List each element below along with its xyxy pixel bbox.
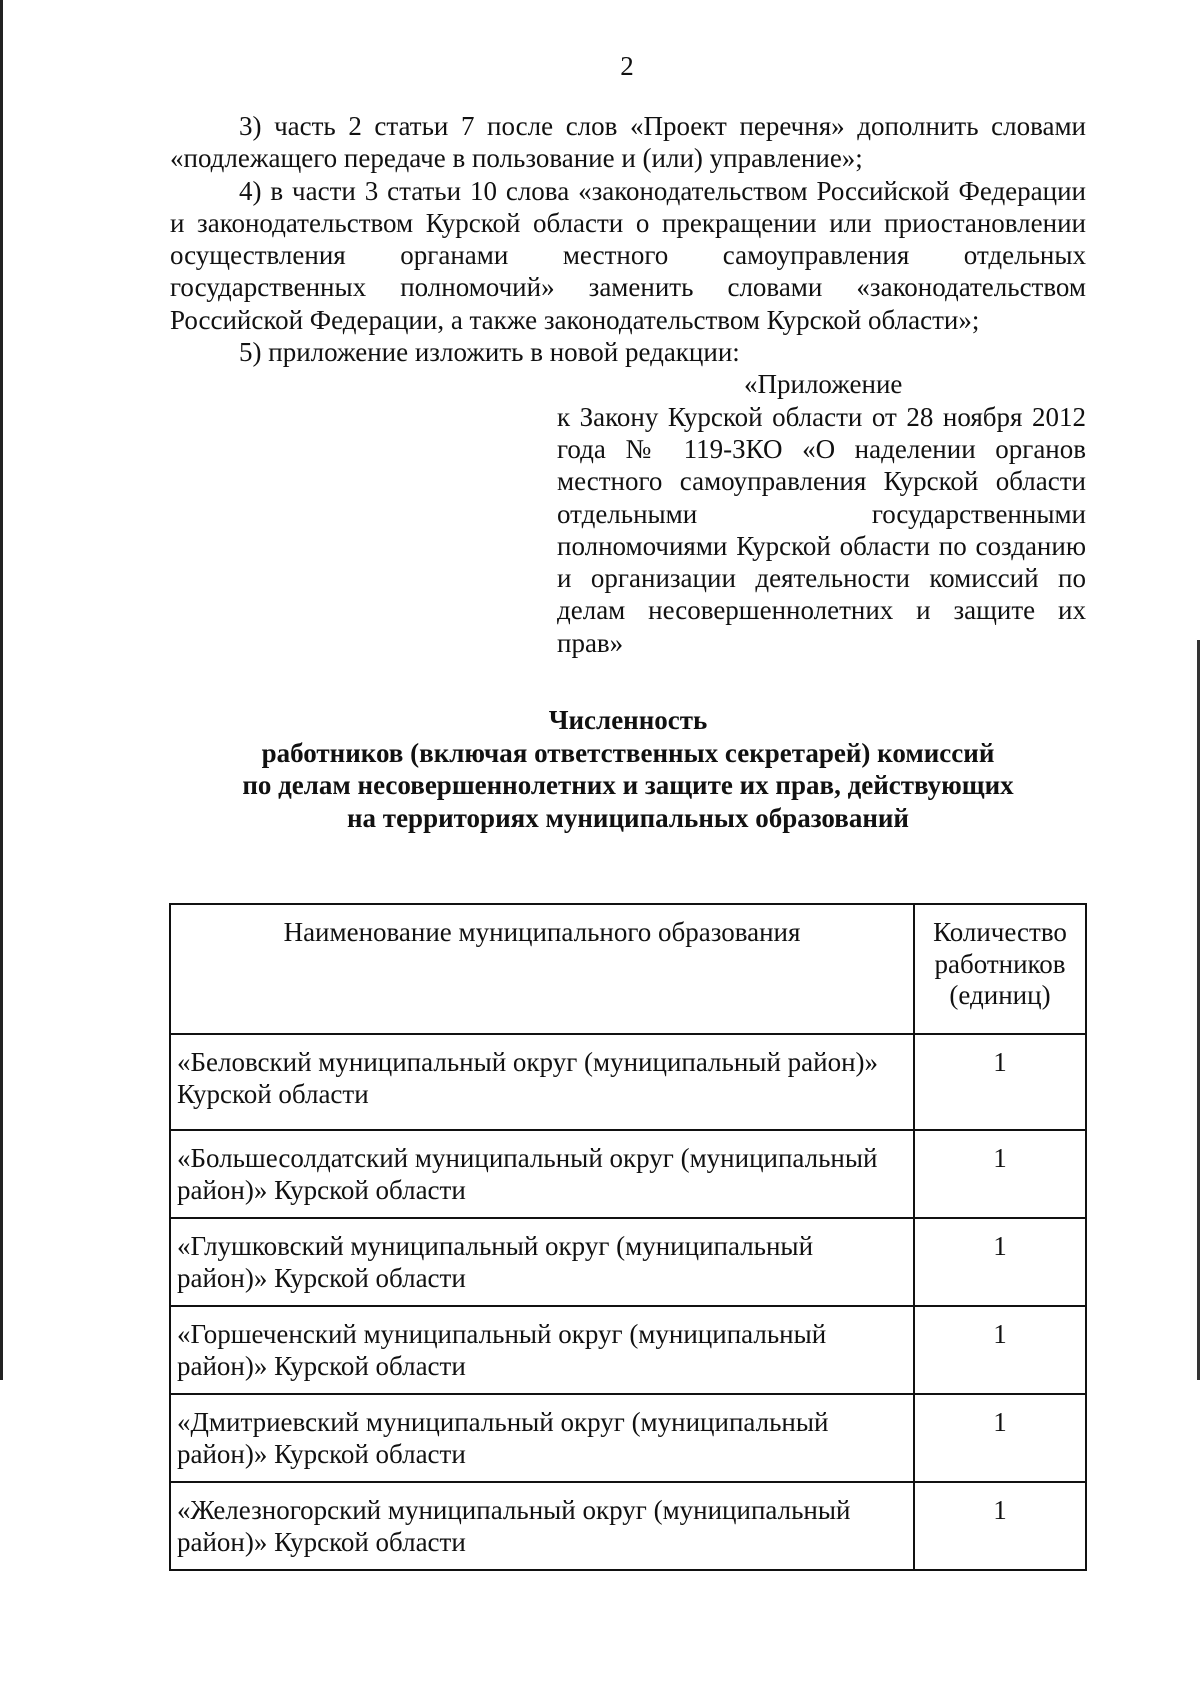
table-row <box>170 1482 1086 1570</box>
table-row <box>170 1394 1086 1482</box>
staff-count: 1 <box>914 1130 1086 1218</box>
staff-count: 1 <box>914 1306 1086 1394</box>
amendment-4: 4) в части 3 статьи 10 слова «законодательством Российской Федерации и законодательством Курской области о прекращении или приостановлении осуществления органами местного самоуправления отдельных государственных полномочий» заменить словами «законодательством Российской Федерации, а также законодательством Курской области»; <box>170 175 1086 335</box>
municipality-name: «Большесолдатский муниципальный округ (муниципальный район)» Курской области <box>170 1130 914 1218</box>
staff-count: 1 <box>914 1034 1086 1130</box>
header-count: Количество работников (единиц) <box>914 904 1086 1034</box>
amendment-5: 5) приложение изложить в новой редакции: <box>239 337 740 368</box>
heading-line-4: на территориях муниципальных образований <box>347 802 909 833</box>
section-heading <box>170 704 1086 834</box>
scan-edge-left <box>0 0 3 1380</box>
municipality-name: «Горшеченский муниципальный округ (муниципальный район)» Курской области <box>170 1306 914 1394</box>
municipality-name: «Беловский муниципальный округ (муниципальный район)» Курской области <box>170 1034 914 1130</box>
table-row <box>170 1034 1086 1130</box>
staff-count: 1 <box>914 1218 1086 1306</box>
staff-count: 1 <box>914 1482 1086 1570</box>
heading-line-2: работников (включая ответственных секретарей) комиссий <box>261 737 995 768</box>
staff-count: 1 <box>914 1394 1086 1482</box>
appendix-title: «Приложение <box>744 369 903 400</box>
heading-line-3: по делам несовершеннолетних и защите их прав, действующих <box>242 770 1014 801</box>
header-municipality: Наименование муниципального образования <box>170 904 914 1034</box>
heading-line-1: Численность <box>548 705 708 736</box>
appendix-text: к Закону Курской области от 28 ноября 2012 года № 119-ЗКО «О наделении органов местного самоуправления Курской области отдельными государственными полномочиями Курской области по созданию и организации деятельности комиссий по делам несовершеннолетних и защите их прав» <box>557 401 1086 658</box>
table-row <box>170 1218 1086 1306</box>
staff-count-table <box>169 903 1087 1571</box>
table-row <box>170 1130 1086 1218</box>
appendix-reference <box>557 368 1086 659</box>
table-header-row <box>170 904 1086 1034</box>
table-row <box>170 1306 1086 1394</box>
municipality-name: «Железногорский муниципальный округ (муниципальный район)» Курской области <box>170 1482 914 1570</box>
page-number: 2 <box>620 51 634 81</box>
document-body <box>170 110 1086 834</box>
municipality-name: «Дмитриевский муниципальный округ (муниципальный район)» Курской области <box>170 1394 914 1482</box>
municipality-name: «Глушковский муниципальный округ (муниципальный район)» Курской области <box>170 1218 914 1306</box>
amendment-3: 3) часть 2 статьи 7 после слов «Проект перечня» дополнить словами «подлежащего передаче в пользование и (или) управление»; <box>170 111 1086 174</box>
